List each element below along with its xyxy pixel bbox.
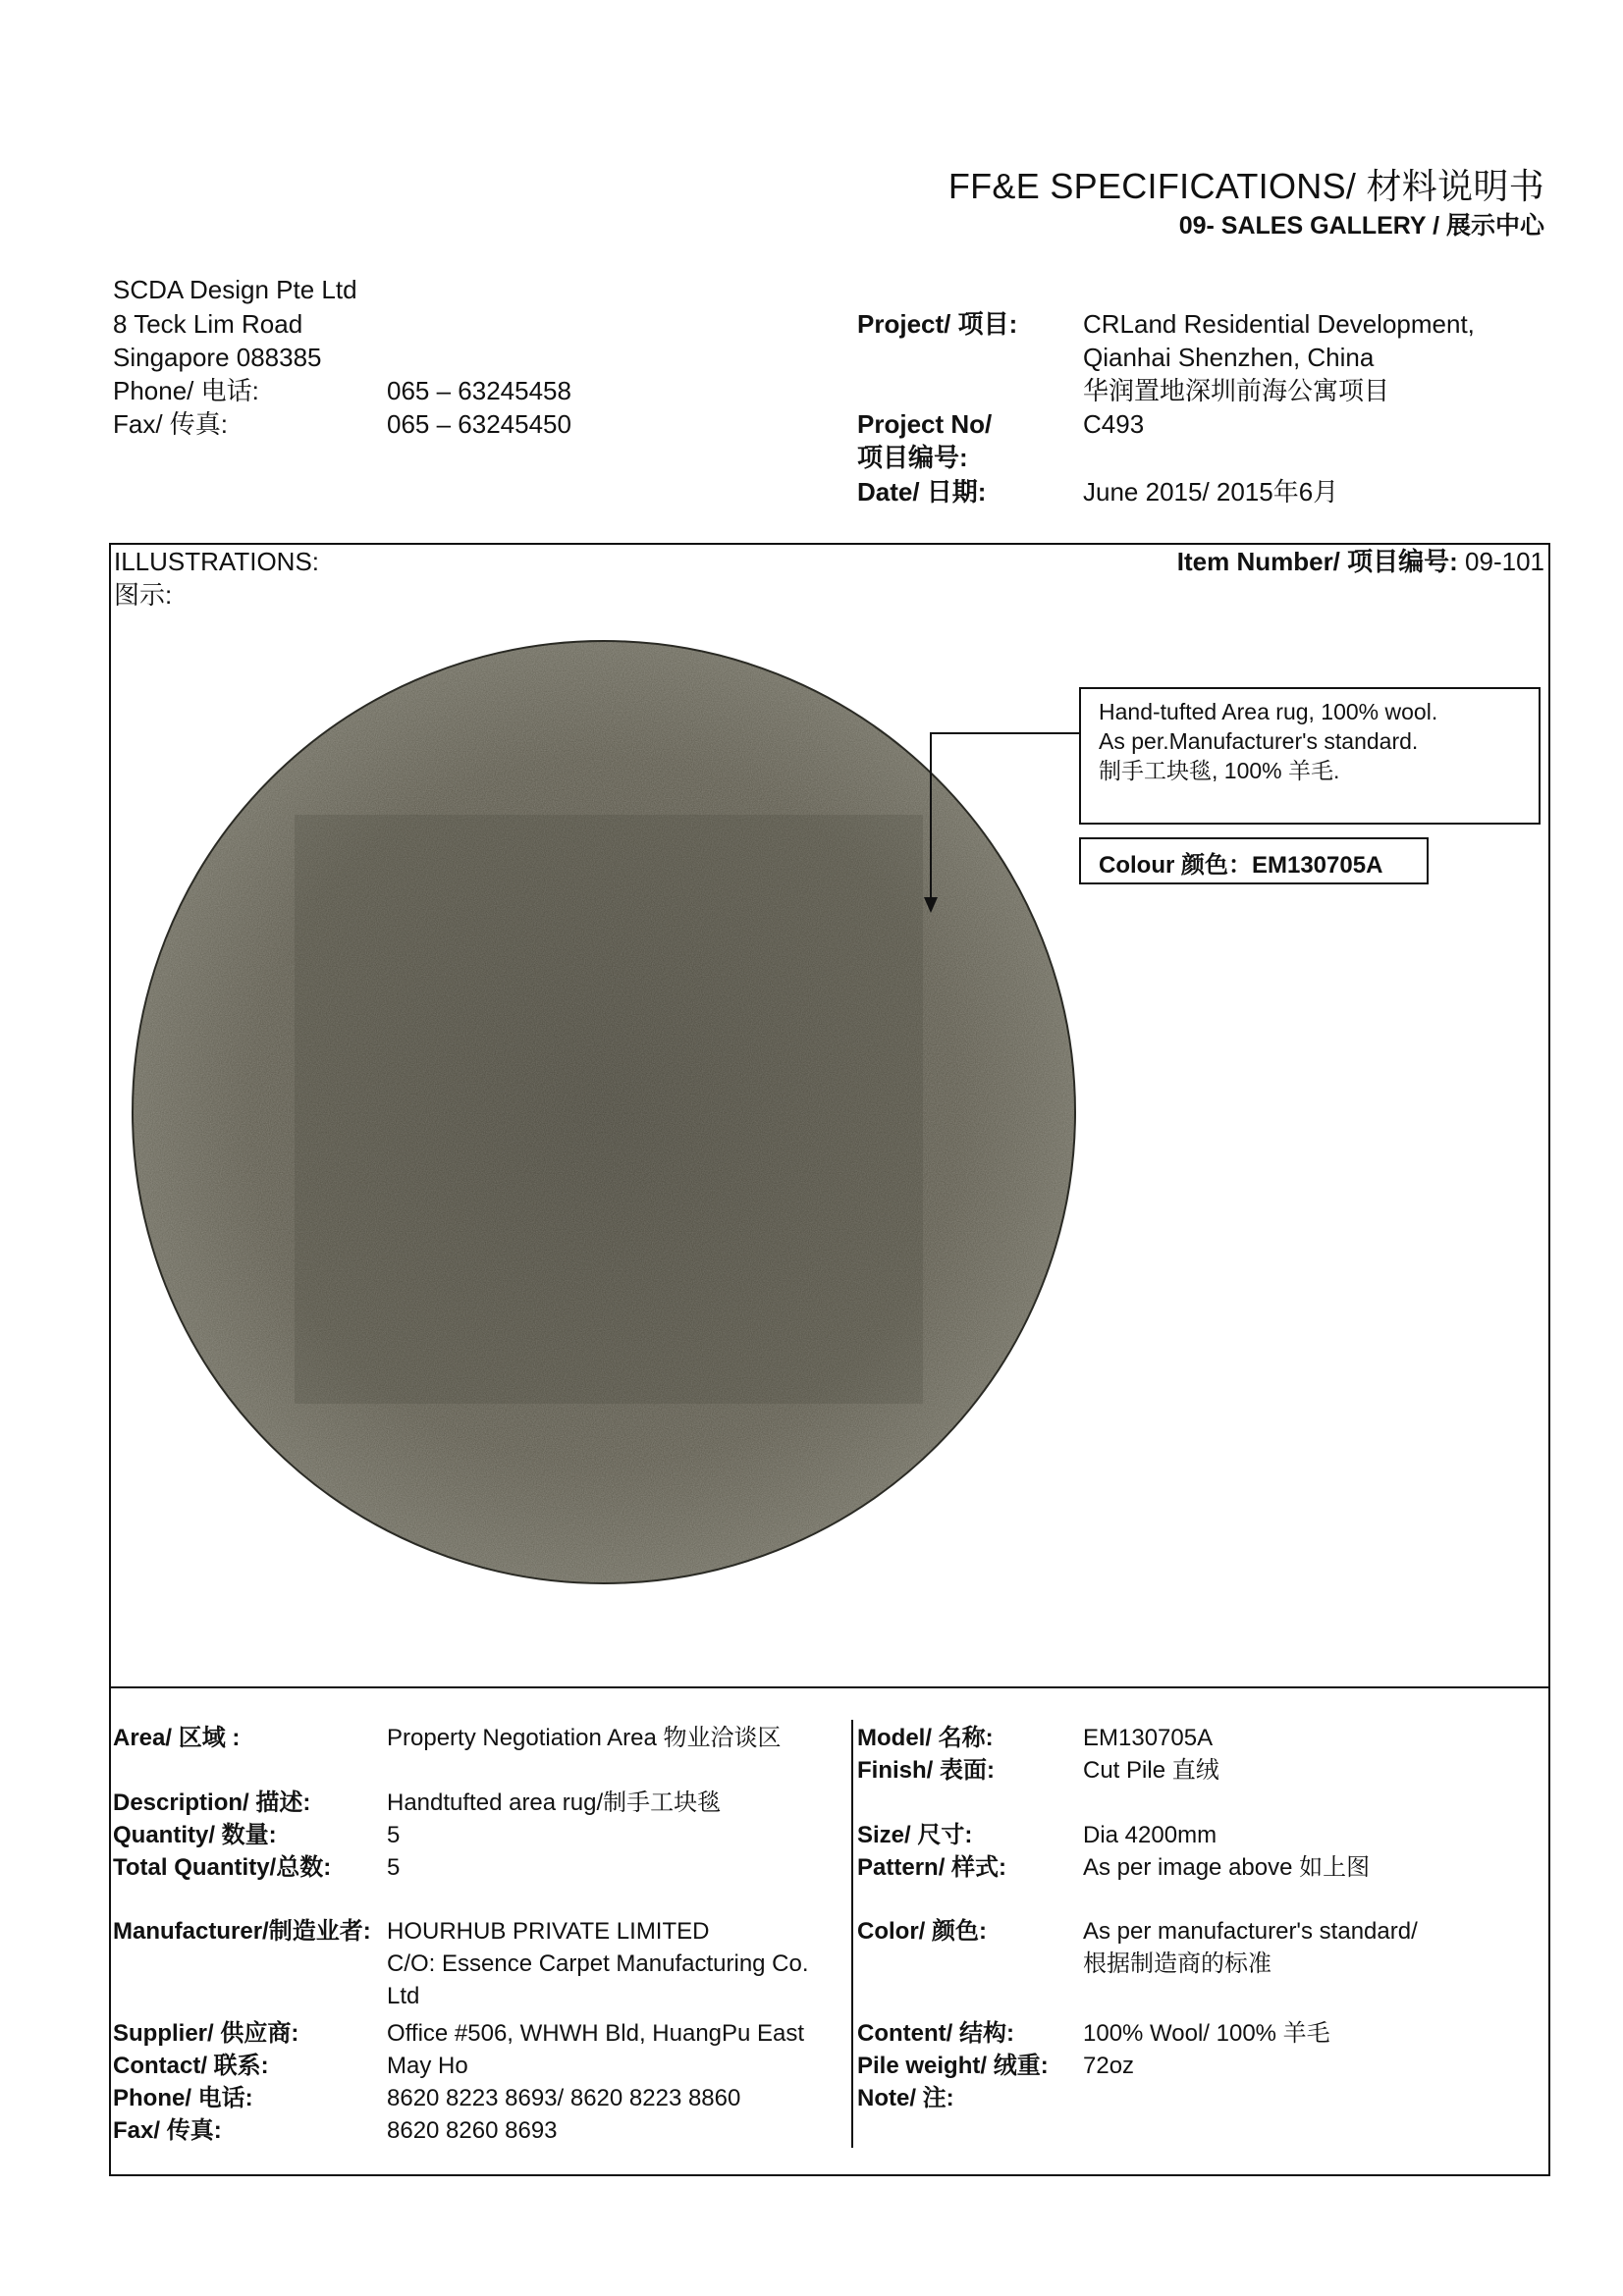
finish-label: Finish/ 表面: <box>857 1757 995 1784</box>
illustrations-label-cn: 图示: <box>114 580 173 610</box>
color-line1: As per manufacturer's standard/ <box>1083 1918 1418 1945</box>
company-fax: 065 – 63245450 <box>387 409 571 439</box>
supplier-label: Supplier/ 供应商: <box>113 2020 299 2047</box>
area-label: Area/ 区域 : <box>113 1725 241 1751</box>
material-note-box <box>1079 687 1541 825</box>
size-label: Size/ 尺寸: <box>857 1822 973 1848</box>
quantity-value: 5 <box>387 1822 401 1848</box>
project-line3: 华润置地深圳前海公寓项目 <box>1083 376 1390 405</box>
color-line2: 根据制造商的标准 <box>1083 1950 1271 1977</box>
company-address-line1: 8 Teck Lim Road <box>113 309 303 339</box>
manufacturer-label: Manufacturer/制造业者: <box>113 1918 371 1945</box>
item-number-label: Item Number/ 项目编号: <box>1176 547 1458 576</box>
company-phone: 065 – 63245458 <box>387 376 571 405</box>
pattern-value: As per image above 如上图 <box>1083 1854 1371 1881</box>
pattern-label: Pattern/ 样式: <box>857 1854 1007 1881</box>
color-label: Color/ 颜色: <box>857 1918 987 1945</box>
contact-value: May Ho <box>387 2053 468 2079</box>
date-label: Date/ 日期: <box>857 477 987 507</box>
total-quantity-label: Total Quantity/总数: <box>113 1854 332 1881</box>
pile-weight-value: 72oz <box>1083 2053 1135 2079</box>
project-no-label-line2: 项目编号: <box>857 443 968 472</box>
supplier-phone-label: Phone/ 电话: <box>113 2085 253 2111</box>
supplier-fax-value: 8620 8260 8693 <box>387 2117 558 2144</box>
illustrations-label: ILLUSTRATIONS: <box>114 547 320 576</box>
project-line2: Qianhai Shenzhen, China <box>1083 343 1375 372</box>
description-label: Description/ 描述: <box>113 1789 311 1816</box>
pile-weight-label: Pile weight/ 绒重: <box>857 2053 1049 2079</box>
project-line1: CRLand Residential Development, <box>1083 309 1475 339</box>
manufacturer-line3: Ltd <box>387 1983 420 2009</box>
colour-code-box: Colour 颜色：EM130705A <box>1079 837 1429 884</box>
description-value: Handtufted area rug/制手工块毯 <box>387 1789 722 1816</box>
note-line3: 制手工块毯, 100% 羊毛. <box>1099 758 1340 783</box>
finish-value: Cut Pile 直绒 <box>1083 1757 1219 1784</box>
model-value: EM130705A <box>1083 1725 1214 1751</box>
date-value: June 2015/ 2015年6月 <box>1083 477 1339 507</box>
company-name: SCDA Design Pte Ltd <box>113 275 357 304</box>
size-value: Dia 4200mm <box>1083 1822 1217 1848</box>
total-quantity-value: 5 <box>387 1854 401 1881</box>
supplier-fax-label: Fax/ 传真: <box>113 2117 222 2144</box>
item-number-value: 09-101 <box>1465 547 1544 576</box>
project-label: Project/ 项目: <box>857 309 1018 339</box>
area-value: Property Negotiation Area 物业洽谈区 <box>387 1725 782 1751</box>
contact-label: Contact/ 联系: <box>113 2053 269 2079</box>
document-subtitle: 09- SALES GALLERY / 展示中心 <box>1178 212 1544 240</box>
note-line1: Hand-tufted Area rug, 100% wool. <box>1099 699 1438 724</box>
manufacturer-line1: HOURHUB PRIVATE LIMITED <box>387 1918 710 1945</box>
content-label: Content/ 结构: <box>857 2020 1014 2047</box>
document-title: FF&E SPECIFICATIONS/ 材料说明书 <box>947 166 1544 206</box>
model-label: Model/ 名称: <box>857 1725 994 1751</box>
note-label: Note/ 注: <box>857 2085 954 2111</box>
project-no: C493 <box>1083 409 1145 439</box>
note-line2: As per.Manufacturer's standard. <box>1099 728 1419 754</box>
quantity-label: Quantity/ 数量: <box>113 1822 277 1848</box>
supplier-value: Office #506, WHWH Bld, HuangPu East <box>387 2020 805 2047</box>
project-no-label-line1: Project No/ <box>857 409 993 439</box>
supplier-phone-value: 8620 8223 8693/ 8620 8223 8860 <box>387 2085 741 2111</box>
company-fax-label: Fax/ 传真: <box>113 409 229 439</box>
manufacturer-line2: C/O: Essence Carpet Manufacturing Co. <box>387 1950 809 1977</box>
content-value: 100% Wool/ 100% 羊毛 <box>1083 2020 1330 2047</box>
company-address-line2: Singapore 088385 <box>113 343 322 372</box>
company-phone-label: Phone/ 电话: <box>113 376 259 405</box>
